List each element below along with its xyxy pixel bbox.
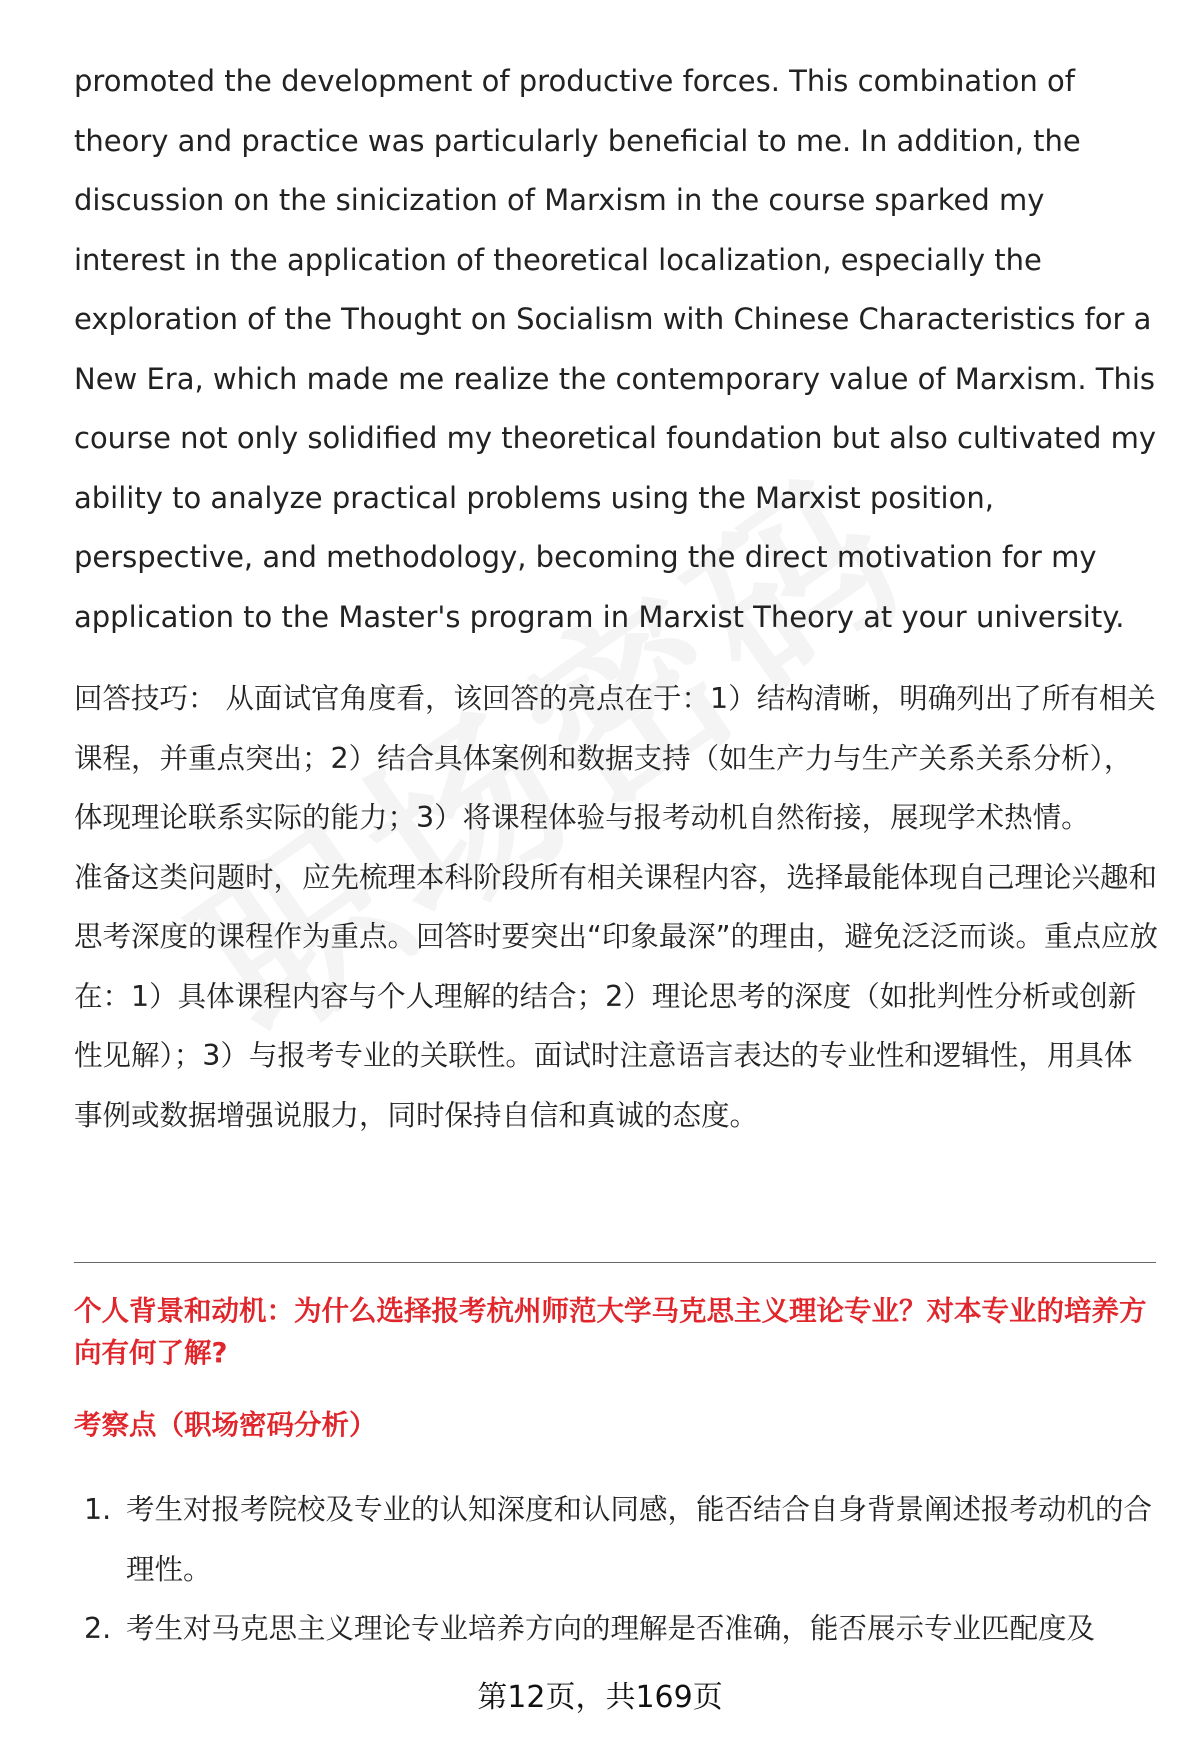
answer-tips bbox=[74, 669, 1159, 1145]
prep-paragraph: 准备这类问题时，应先梳理本科阶段所有相关课程内容，选择最能体现自己理论兴趣和思考深度的课程作为重点。回答时要突出“印象最深”的理由，避免泛泛而谈。重点应放在：1）具体课程内容与个人理解的结合；2）理论思考的深度（如批判性分析或创新性见解）；3）与报考专业的关联性。面试时注意语言表达的专业性和逻辑性，用具体事例或数据增强说服力，同时保持自信和真诚的态度。 bbox=[74, 860, 1159, 1132]
list-item bbox=[74, 1599, 1159, 1659]
list-item-text: 考生对报考院校及专业的认知深度和认同感，能否结合自身背景阐述报考动机的合理性。 bbox=[126, 1493, 1153, 1586]
english-paragraph: promoted the development of productive forces. This combination of theory and practice was particularly beneficial to me. In addition, the discussion on the sinicization of Marxism in the course sparked my interest in the application of theoretical localization, especially the exploration of the Thought on Socialism with Chinese Characteristics for a New Era, which made me realize the contemporary value of Marxism. This course not only solidified my theoretical foundation but also cultivated my ability to analyze practical problems using the Marxist position, perspective, and methodology, becoming the direct motivation for my application to the Master's program in Marxist Theory at your university. bbox=[74, 64, 1157, 634]
list-number: 1. bbox=[84, 1493, 112, 1526]
question-heading: 个人背景和动机：为什么选择报考杭州师范大学马克思主义理论专业？对本专业的培养方向有何了解? bbox=[74, 1295, 1147, 1369]
page-number: 第12页，共169页 bbox=[477, 1680, 723, 1715]
list-number: 2. bbox=[84, 1612, 112, 1645]
section-divider bbox=[74, 1262, 1156, 1263]
document-body bbox=[74, 52, 1159, 1145]
list-item-text: 考生对马克思主义理论专业培养方向的理解是否准确，能否展示专业匹配度及 bbox=[126, 1612, 1096, 1645]
tip-paragraph: 回答技巧： 从面试官角度看，该回答的亮点在于：1）结构清晰，明确列出了所有相关课程，并重点突出；2）结合具体案例和数据支持（如生产力与生产关系关系分析），体现理论联系实际的能力；3）将课程体验与报考动机自然衔接，展现学术热情。 bbox=[74, 682, 1156, 834]
list-item bbox=[74, 1480, 1159, 1599]
section-heading: 考察点（职场密码分析） bbox=[74, 1409, 377, 1441]
points-list bbox=[74, 1480, 1159, 1659]
